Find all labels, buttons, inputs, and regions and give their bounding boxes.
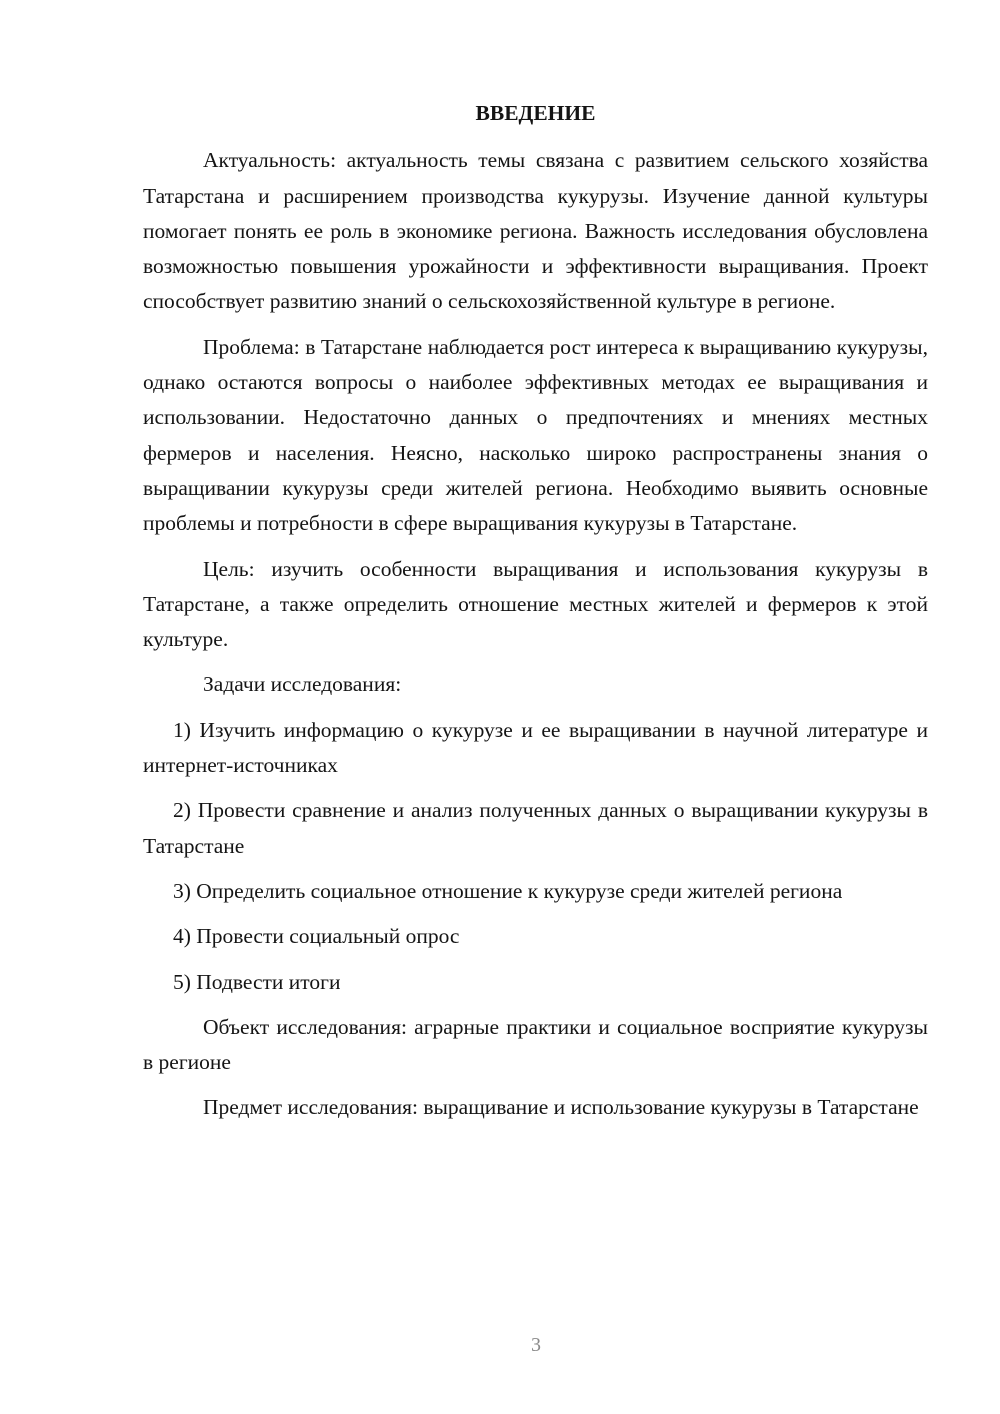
tasks-title: Задачи исследования: xyxy=(203,672,402,697)
page-number: 3 xyxy=(531,1334,541,1356)
task-item: 1) Изучить информацию о кукурузе и ее выращивании в научной литературе и интернет-источниках xyxy=(143,717,928,778)
subject-paragraph: Предмет исследования: выращивание и использование кукурузы в Татарстане xyxy=(203,1095,919,1120)
goal-paragraph: Цель: изучить особенности выращивания и использования кукурузы в Татарстане, а также определить отношение местных жителей и фермеров к этой культуре. xyxy=(143,556,928,652)
task-item: 4) Провести социальный опрос xyxy=(173,924,460,949)
section-heading: ВВЕДЕНИЕ xyxy=(475,101,596,125)
task-item: 5) Подвести итоги xyxy=(173,969,341,994)
task-item: 3) Определить социальное отношение к кукурузе среди жителей региона xyxy=(173,878,843,903)
object-paragraph: Объект исследования: аграрные практики и социальное восприятие кукурузы в регионе xyxy=(143,1014,928,1075)
relevance-paragraph: Актуальность: актуальность темы связана с развитием сельского хозяйства Татарстана и расширением производства кукурузы. Изучение данной культуры помогает понять ее роль в экономике региона. Важность исследования обусловлена возможностью повышения урожайности и эффективности выращивания. Проект способствует развитию знаний о сельскохозяйственной культуре в регионе. xyxy=(143,148,928,314)
problem-paragraph: Проблема: в Татарстане наблюдается рост интереса к выращиванию кукурузы, однако остаются вопросы о наиболее эффективных методах ее выращивания и использовании. Недостаточно данных о предпочтениях и мнениях местных фермеров и населения. Неясно, насколько широко распространены знания о выращивании кукурузы среди жителей региона. Необходимо выявить основные проблемы и потребности в сфере выращивания кукурузы в Татарстане. xyxy=(143,334,928,536)
task-item: 2) Провести сравнение и анализ полученных данных о выращивании кукурузы в Татарстане xyxy=(143,798,928,858)
document-page xyxy=(143,96,928,1136)
